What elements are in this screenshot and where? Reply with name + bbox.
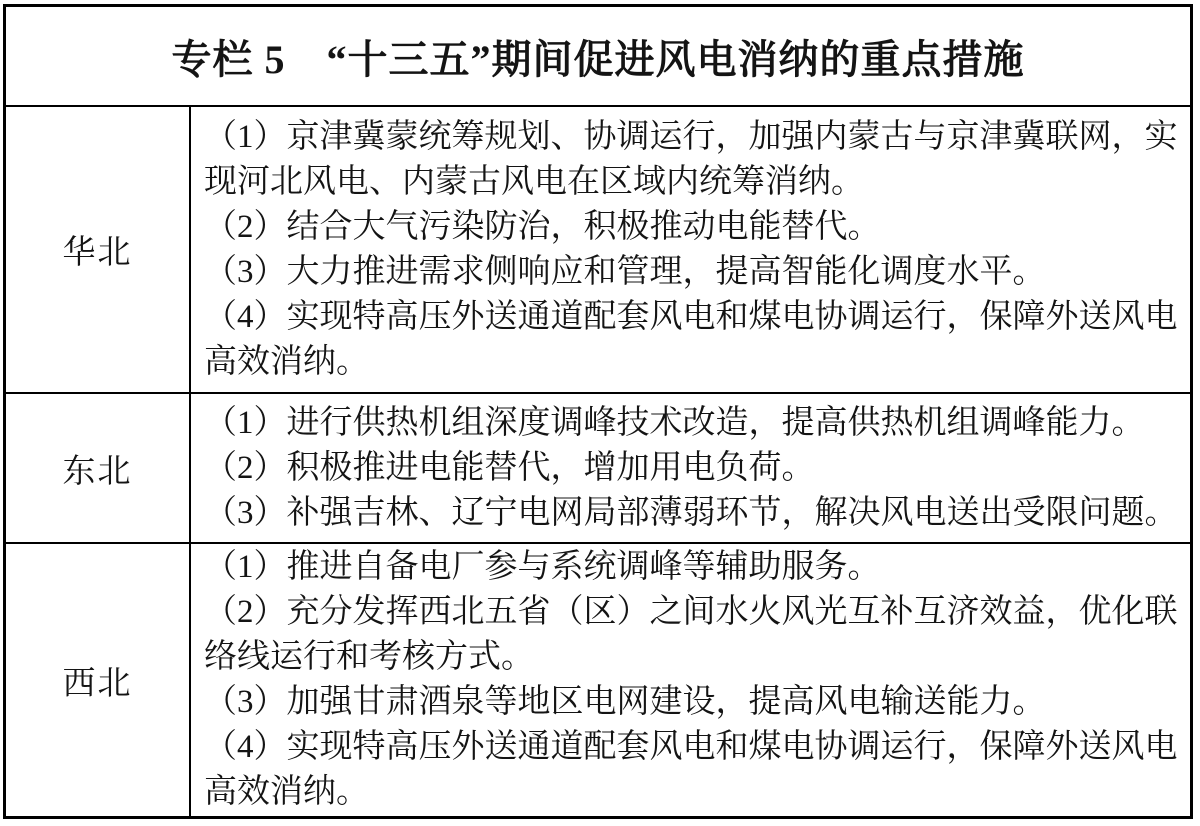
measure-line: （3）大力推进需求侧响应和管理，提高智能化调度水平。 [204,253,1046,290]
table-row-xibei [6,542,1190,816]
measures-cell-huabei [191,107,1190,392]
table-title: 专栏 5 “十三五”期间促进风电消纳的重点措施 [171,36,1025,82]
region-label-xibei: 西北 [6,544,191,816]
measure-line: 现河北风电、内蒙古风电在区域内统筹消纳。 [204,163,864,200]
region-label-dongbei: 东北 [6,394,191,542]
table-row-dongbei [6,392,1190,542]
measure-line: 高效消纳。 [204,774,369,810]
measure-line: 高效消纳。 [204,343,369,380]
measure-line: （2）充分发挥西北五省（区）之间水火风光互补互济效益，优化联 [204,594,1178,630]
measure-line: （2）积极推进电能替代，增加用电负荷。 [204,449,815,486]
measure-line: （3）补强吉林、辽宁电网局部薄弱环节，解决风电送出受限问题。 [204,494,1178,531]
measure-line: （4）实现特高压外送通道配套风电和煤电协调运行，保障外送风电 [204,298,1178,335]
measures-cell-dongbei [191,394,1190,542]
region-label-huabei: 华北 [6,107,191,392]
measure-line: （1）京津冀蒙统筹规划、协调运行，加强内蒙古与京津冀联网，实 [204,118,1178,155]
measures-cell-xibei [191,544,1190,816]
measure-line: （1）推进自备电厂参与系统调峰等辅助服务。 [204,549,881,585]
measure-line: （3）加强甘肃酒泉等地区电网建设，提高风电输送能力。 [204,684,1046,720]
measure-line: （2）结合大气污染防治，积极推动电能替代。 [204,208,881,245]
measure-line: （4）实现特高压外送通道配套风电和煤电协调运行，保障外送风电 [204,729,1178,765]
table-row-huabei [6,105,1190,392]
measures-table [3,4,1193,819]
measure-line: 络线运行和考核方式。 [204,639,534,675]
measure-line: （1）进行供热机组深度调峰技术改造，提高供热机组调峰能力。 [204,404,1145,441]
